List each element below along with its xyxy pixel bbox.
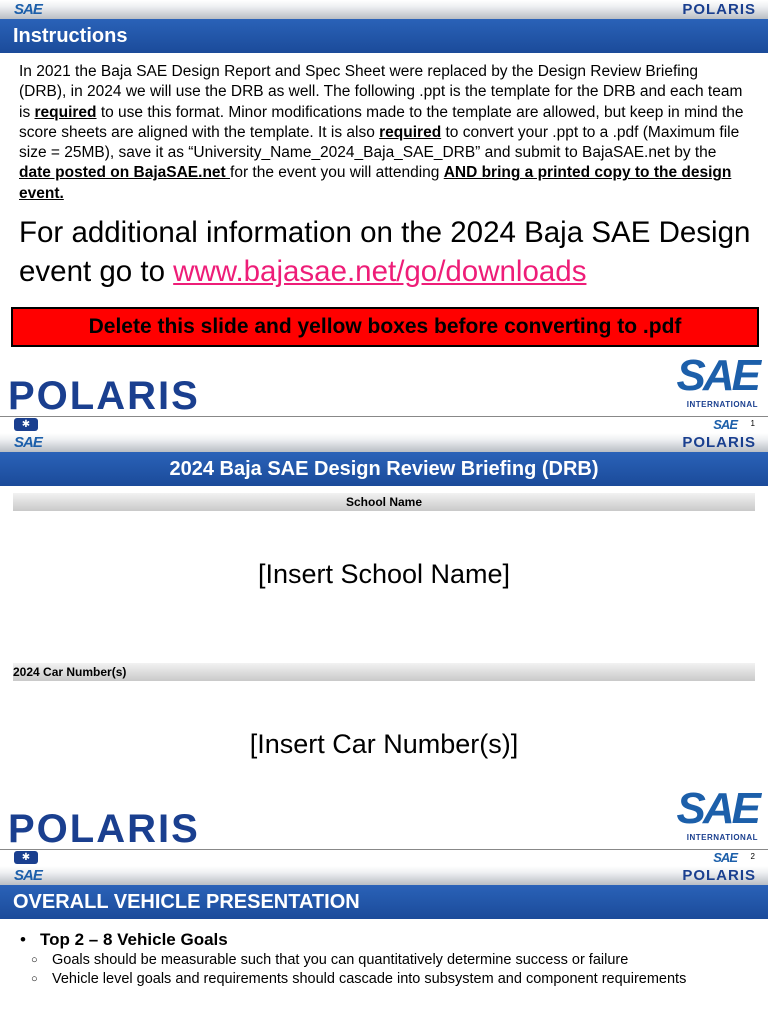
paragraph-text: for the event you will attending xyxy=(230,164,444,182)
slide-footer xyxy=(0,849,768,866)
sae-logo-international: INTERNATIONAL xyxy=(686,833,758,842)
additional-info-label: For additional information on the 2024 Baja SAE Design event go to xyxy=(19,216,751,288)
slide-footer xyxy=(0,416,768,433)
bullet-item xyxy=(20,929,750,951)
divider xyxy=(0,416,768,417)
sae-logo: SAE xyxy=(14,1,42,18)
circle-bullet-icon: ○ xyxy=(31,954,38,966)
slide-header-bar xyxy=(0,433,768,452)
sae-logo: SAE xyxy=(14,867,42,884)
slide-title: Instructions xyxy=(0,19,768,53)
sae-logo-mini: SAE xyxy=(713,850,737,865)
polaris-logo-large: POLARIS xyxy=(8,807,200,849)
page-number: 2 xyxy=(750,852,755,861)
emphasis-date-posted: date posted on BajaSAE.net xyxy=(19,164,231,182)
delete-slide-warning: Delete this slide and yellow boxes before converting to .pdf xyxy=(11,307,759,347)
slide-header-bar xyxy=(0,866,768,885)
circle-bullet-icon: ○ xyxy=(31,972,38,985)
sae-international-logo xyxy=(666,784,758,845)
slide-instructions xyxy=(0,0,768,416)
slide-title: OVERALL VEHICLE PRESENTATION xyxy=(0,885,768,919)
additional-info-text xyxy=(19,213,759,291)
instructions-paragraph xyxy=(19,62,749,204)
bullet-list xyxy=(20,929,750,988)
car-number-placeholder[interactable]: [Insert Car Number(s)] xyxy=(249,729,519,759)
paragraph-text: In 2021 the Baja SAE Design Report and Spec Sheet were replaced by the Design Review Briefing (DRB), in 2024 we will use the DRB as well. The following .ppt is the template for the DRB and each team is xyxy=(19,63,743,121)
slide-title: 2024 Baja SAE Design Review Briefing (DRB) xyxy=(0,452,768,486)
sae-logo-mini: SAE xyxy=(713,417,737,432)
sae-logo-international: INTERNATIONAL xyxy=(686,400,758,409)
paragraph-text: to use this format. Minor modifications made to the template are allowed, but keep in mind the score sheets are aligned with the template. It is also xyxy=(19,103,744,141)
polaris-logo: POLARIS xyxy=(682,1,756,18)
emphasis-required: required xyxy=(34,103,97,121)
slide-header-bar xyxy=(0,0,768,19)
sub-bullet-text: Goals should be measurable such that you can quantitatively determine success or failure xyxy=(52,952,629,968)
school-name-label: School Name xyxy=(13,493,755,511)
polaris-star-icon: ✱ xyxy=(14,418,38,431)
bullet-dot-icon: • xyxy=(20,930,26,949)
sub-bullet-item xyxy=(20,952,750,970)
emphasis-printed-copy: AND bring a printed copy to the design event. xyxy=(19,164,732,202)
divider xyxy=(0,849,768,850)
sub-bullet-item xyxy=(20,971,750,989)
slide-drb-title xyxy=(0,433,768,849)
sub-bullet-text: Vehicle level goals and requirements should cascade into subsystem and component requirements xyxy=(52,970,687,987)
downloads-link[interactable]: www.bajasae.net/go/downloads xyxy=(173,255,587,288)
slide-overall-vehicle xyxy=(0,866,768,1024)
paragraph-text: to convert your .ppt to a .pdf (Maximum file size = 25MB), save it as “University_Name_2024_Baja_SAE_DRB” and submit to BajaSAE.net by the xyxy=(19,123,740,162)
sae-logo-letters: SAE xyxy=(676,351,758,400)
polaris-star-icon: ✱ xyxy=(14,851,38,864)
emphasis-required: required xyxy=(379,123,442,141)
page-number: 1 xyxy=(750,419,755,428)
sae-logo-letters: SAE xyxy=(676,784,758,833)
polaris-logo: POLARIS xyxy=(682,434,756,451)
car-number-label: 2024 Car Number(s) xyxy=(13,663,755,681)
sae-international-logo xyxy=(666,351,758,412)
bullet-text: Top 2 – 8 Vehicle Goals xyxy=(40,930,228,949)
polaris-logo: POLARIS xyxy=(682,867,756,884)
polaris-logo-large: POLARIS xyxy=(8,374,200,416)
school-name-placeholder[interactable]: [Insert School Name] xyxy=(257,559,511,589)
sae-logo: SAE xyxy=(14,434,42,451)
